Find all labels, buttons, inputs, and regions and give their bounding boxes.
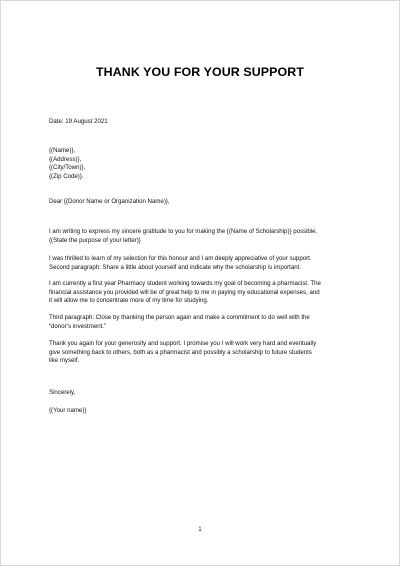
paragraph-line: like myself. bbox=[49, 357, 80, 365]
date-text: Date: 19 August 2021 bbox=[49, 118, 108, 125]
paragraph-line: {(State the purpose of your letter)} bbox=[49, 236, 141, 244]
paragraph-4 bbox=[49, 314, 363, 331]
document-title: THANK YOU FOR YOUR SUPPORT bbox=[96, 65, 304, 79]
paragraph-line: give something back to others, both as a pharmacist and possibly a scholarship to future students bbox=[49, 348, 312, 356]
paragraph-3 bbox=[49, 280, 363, 306]
closing-text: Sincerely, bbox=[49, 389, 76, 396]
page-number: 1 bbox=[198, 526, 202, 533]
paragraph-line: I am writing to express my sincere gratitude to you for making the {(Name of Scholarship)} possible. bbox=[49, 228, 318, 235]
paragraph-line: “donor’s investment.” bbox=[49, 322, 107, 330]
recipient-address-block bbox=[49, 147, 363, 181]
salutation-text: Dear {(Donor Name or Organization Name)}, bbox=[49, 198, 170, 205]
paragraph-5 bbox=[49, 340, 363, 366]
address-line-address: {(Address)}, bbox=[49, 155, 82, 163]
paragraph-1 bbox=[49, 228, 363, 245]
paragraph-line: Thank you again for your generosity and support. I promise you I will work very hard and eventually bbox=[49, 340, 317, 347]
closing bbox=[49, 389, 363, 398]
date-line bbox=[49, 118, 363, 127]
signature bbox=[49, 407, 363, 416]
address-line-zip: {(Zip Code)}. bbox=[49, 172, 84, 180]
address-line-city: {(City/Town)}, bbox=[49, 164, 86, 172]
paragraph-line: it will allow me to concentrate more of my time for studying. bbox=[49, 297, 209, 305]
paragraph-2 bbox=[49, 255, 363, 272]
paragraph-line: I am currently a first year Pharmacy student working towards my goal of becoming a pharmacist. The bbox=[49, 280, 321, 287]
signature-text: {(Your name)} bbox=[49, 407, 87, 414]
address-line-name: {(Name)}, bbox=[49, 147, 76, 154]
salutation bbox=[49, 198, 363, 207]
paragraph-line: I was thrilled to learn of my selection for this honour and I am deeply appreciative of your support. bbox=[49, 255, 312, 262]
paragraph-line: Second paragraph: Share a little about yourself and indicate why the scholarship is important. bbox=[49, 263, 302, 271]
paragraph-line: Third paragraph: Close by thanking the person again and make a commitment to do well with the bbox=[49, 314, 310, 321]
paragraph-line: financial assistance you provided will be of great help to me in paying my educational expenses, and bbox=[49, 288, 320, 296]
